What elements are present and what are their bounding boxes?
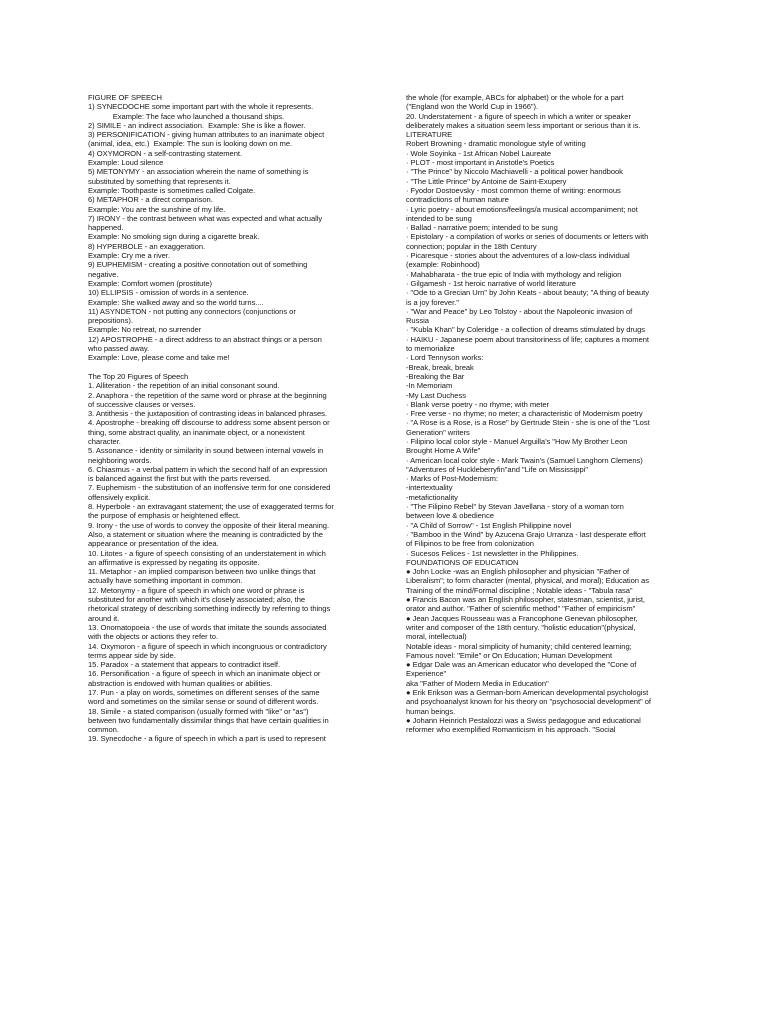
text-line: Example: Cry me a river.	[88, 251, 170, 261]
text-line: 6) METAPHOR - a direct comparison.	[88, 195, 213, 205]
text-line: 4) OXYMORON - a self-contrasting statement.	[88, 148, 242, 158]
text-line: 18. Simile - a stated comparison (usually formed with "like" or "as")	[88, 706, 309, 716]
text-line: around it.	[88, 613, 120, 623]
text-line: abstraction is endowed with human qualities or abilities.	[88, 678, 273, 688]
text-line: · Blank verse poetry - no rhyme; with meter	[406, 399, 550, 409]
text-line: · "A Rose is a Rose, is a Rose" by Gertrude Stein - she is one of the "Lost	[406, 418, 650, 428]
text-line: · Fyodor Dostoevsky - most common theme of writing: enormous	[406, 185, 621, 195]
text-line: 12) APOSTROPHE - a direct address to an abstract things or a person	[88, 334, 322, 344]
text-line: · "A Child of Sorrow" - 1st English Philippine novel	[406, 520, 572, 530]
text-line: 8. Hyperbole - an extravagant statement; the use of exaggerated terms for	[88, 502, 334, 512]
text-line: Example: Toothpaste is sometimes called Colgate.	[88, 185, 256, 195]
text-line: appearance or presentation of the idea.	[88, 539, 219, 549]
text-line: Russia	[406, 316, 429, 326]
text-line: · Sucesos Felices - 1st newsletter in the Philippines.	[406, 548, 579, 558]
text-line: Example: Loud silence	[88, 158, 164, 168]
text-line: · Lord Tennyson works:	[406, 353, 484, 363]
text-line: neighboring words.	[88, 455, 152, 465]
text-line: the purpose of emphasis or heightened effect.	[88, 511, 241, 521]
text-line: 10. Litotes - a figure of speech consisting of an understatement in which	[88, 548, 326, 558]
text-line: · Lyric poetry - about emotions/feelings/a musical accompaniment; not	[406, 204, 638, 214]
text-line: · Epistolary - a compilation of works or series of documents or letters with	[406, 232, 649, 242]
text-line: rhetorical strategy of describing something indirectly by referring to things	[88, 604, 331, 614]
text-line: 11. Metaphor - an implied comparison between two unlike things that	[88, 567, 316, 577]
text-line: Brought Home A Wife"	[406, 446, 481, 456]
text-line: prepositions).	[88, 316, 133, 326]
text-line: intended to be sung	[406, 213, 472, 223]
text-line: · "The Prince" by Niccolo Machiavelli - a political power handbook	[406, 167, 623, 177]
text-line: (animal, idea, etc.) Example: The sun is looking down on me.	[88, 139, 293, 149]
text-line: · Picaresque - stories about the adventures of a low-class individual	[406, 251, 630, 261]
text-line: Experience"	[406, 669, 447, 679]
text-line: connection; popular in the 18th Century	[406, 241, 537, 251]
text-line: between two fundamentally dissimilar things that have certain qualities in	[88, 715, 329, 725]
text-line: to memorialize	[406, 344, 455, 354]
text-line: orator and author. "Father of scientific method" "Father of empiricism"	[406, 604, 636, 614]
text-line: · Gilgamesh - 1st heroic narrative of world literature	[406, 278, 576, 288]
text-line: · "Bamboo in the Wind" by Azucena Grajo Urranza - last desperate effort	[406, 529, 646, 539]
text-line: Example: Comfort women (prostitute)	[88, 278, 213, 288]
text-line: The Top 20 Figures of Speech	[88, 371, 189, 381]
text-line: · Mahabharata - the true epic of India with mythology and religion	[406, 269, 622, 279]
text-line: substituted by something that represents it.	[88, 176, 231, 186]
text-line: 11) ASYNDETON - not putting any connectors (conjunctions or	[88, 306, 296, 316]
text-line: ● Johann Heinrich Pestalozzi was a Swiss pedagogue and educational	[406, 715, 641, 725]
text-line	[88, 363, 364, 372]
text-line: of successive clauses or verses.	[88, 399, 196, 409]
text-line: ● Jean Jacques Rousseau was a Francophone Genevan philosopher,	[406, 613, 638, 623]
text-line: (example: Robinhood)	[406, 260, 480, 270]
text-line: · Free verse - no rhyme; no meter; a characteristic of Modernism poetry	[406, 409, 643, 419]
text-line: ● Francis Bacon was an English philosopher, statesman, scientist, jurist,	[406, 595, 645, 605]
text-line: · "The Little Prince" by Antoine de Saint-Exupery	[406, 176, 567, 186]
text-line: who passed away.	[88, 344, 150, 354]
text-line: "Adventures of Huckleberryfin"and "Life on Mississippi"	[406, 464, 588, 474]
text-line: · PLOT - most important in Aristotle's Poetics	[406, 158, 555, 168]
text-line: deliberately makes a situation seem less important or serious than it is.	[406, 120, 641, 130]
text-line: is a joy forever."	[406, 297, 459, 307]
text-line: 7. Euphemism - the substitution of an inoffensive term for one considered	[88, 483, 331, 493]
left-column	[88, 93, 364, 744]
text-line: Generation" writers	[406, 427, 470, 437]
text-line: -My Last Duchess	[406, 390, 466, 400]
text-line: terms appear side by side.	[88, 650, 176, 660]
text-line: 7) IRONY - the contrast between what was expected and what actually	[88, 213, 323, 223]
text-line: ● John Locke -was an English philosopher and physician "Father of	[406, 567, 630, 577]
text-line: · Marks of Post-Modernism:	[406, 474, 498, 484]
text-line: · Filipino local color style - Manuel Arguilla's "How My Brother Leon	[406, 436, 628, 446]
text-line: 19. Synecdoche - a figure of speech in which a part is used to represent	[88, 734, 326, 744]
text-line: 3. Antithesis - the juxtaposition of contrasting ideas in balanced phrases.	[88, 409, 327, 419]
text-line: 1. Alliteration - the repetition of an initial consonant sound.	[88, 381, 280, 391]
text-line: character.	[88, 436, 121, 446]
text-line: between love & obedience	[406, 511, 494, 521]
text-line: reformer who exemplified Romanticism in his approach. "Social	[406, 725, 616, 735]
text-line: · "Kubla Khan" by Coleridge - a collection of dreams stimulated by drugs	[406, 325, 646, 335]
text-line: Example: No retreat, no surrender	[88, 325, 202, 335]
text-line: 16. Personification - a figure of speech in which an inanimate object or	[88, 669, 321, 679]
text-line: is balanced against the first but with the parts reversed.	[88, 474, 271, 484]
text-line: 9. Irony - the use of words to convey the opposite of their literal meaning.	[88, 520, 330, 530]
text-line: Example: Love, please come and take me!	[88, 353, 230, 363]
text-line: 15. Paradox - a statement that appears to contradict itself.	[88, 660, 281, 670]
text-line: FIGURE OF SPEECH	[88, 93, 162, 102]
text-line: Also, a statement or situation where the meaning is contradicted by the	[88, 529, 323, 539]
text-line: thing, some abstract quality, an inanimate object, or a nonexistent	[88, 427, 305, 437]
text-line: -intertextuality	[406, 483, 453, 493]
text-line: · Ballad - narrative poem; intended to be sung	[406, 223, 558, 233]
text-line: 9) EUPHEMISM - creating a positive connotation out of something	[88, 260, 308, 270]
text-line: substituted for another with which it's closely associated; also, the	[88, 595, 306, 605]
text-line: ("England won the World Cup in 1966").	[406, 102, 539, 112]
text-line: 5) METONYMY - an association wherein the name of something is	[88, 167, 309, 177]
text-line: Example: You are the sunshine of my life.	[88, 204, 226, 214]
text-line: and psychoanalyst known for his theory on "psychosocial development" of	[406, 697, 651, 707]
text-line: aka "Father of Modern Media in Education"	[406, 678, 549, 688]
text-line: common.	[88, 725, 119, 735]
text-line: · American local color style - Mark Twain's (Samuel Langhorn Clemens)	[406, 455, 643, 465]
text-line: Example: She walked away and so the world turns....	[88, 297, 264, 307]
text-line: ● Erik Erikson was a German-born American developmental psychologist	[406, 688, 649, 697]
text-line: 13. Onomatopoeia - the use of words that imitate the sounds associated	[88, 622, 327, 632]
text-line: word and sometimes on the similar sense or sound of different words.	[88, 697, 319, 707]
text-line: 8) HYPERBOLE - an exaggeration.	[88, 241, 206, 251]
text-line: the whole (for example, ABCs for alphabet) or the whole for a part	[406, 93, 624, 102]
text-line: 20. Understatement - a figure of speech in which a writer or speaker	[406, 111, 631, 121]
text-line: writer and composer of the 18th century. "holistic education"(physical,	[406, 622, 636, 632]
text-line: FOUNDATIONS OF EDUCATION	[406, 557, 519, 567]
text-line: 5. Assonance - identity or similarity in sound between internal vowels in	[88, 446, 324, 456]
text-line: human beings.	[406, 706, 456, 716]
text-line: moral, intellectual)	[406, 632, 467, 642]
text-line: Notable ideas - moral simplicity of humanity; child centered learning;	[406, 641, 632, 651]
text-line: of Filipinos to be free from colonization	[406, 539, 534, 549]
text-line: negative.	[88, 269, 119, 279]
text-line: -In Memoriam	[406, 381, 453, 391]
text-line: happened.	[88, 223, 124, 233]
text-line: Example: The face who launched a thousand ships.	[88, 111, 285, 121]
text-line: Training of the mind/Formal discipline ; Notable ideas - "Tabula rasa"	[406, 585, 633, 595]
text-line: · "Ode to a Grecian Urn" by John Keats - about beauty; "A thing of beauty	[406, 288, 649, 298]
text-line: offensively explicit.	[88, 492, 151, 502]
text-line: 2) SIMILE - an indirect association. Example: She is like a flower.	[88, 120, 306, 130]
text-line: Liberalism"; to form character (mental, physical, and moral); Education as	[406, 576, 649, 586]
text-line: ● Edgar Dale was an American educator who developed the "Cone of	[406, 660, 637, 670]
text-line: LITERATURE	[406, 130, 453, 140]
text-line: 3) PERSONIFICATION - giving human attributes to an inanimate object	[88, 130, 325, 140]
text-line: Example: No smoking sign during a cigarette break.	[88, 232, 260, 242]
text-line: 14. Oxymoron - a figure of speech in which incongruous or contradictory	[88, 641, 327, 651]
text-line: 17. Pun - a play on words, sometimes on different senses of the same	[88, 688, 320, 697]
text-line: -Break, break, break	[406, 362, 474, 372]
text-line: 4. Apostrophe - breaking off discourse to address some absent person or	[88, 418, 330, 428]
text-line: · "War and Peace" by Leo Tolstoy - about the Napoleonic invasion of	[406, 306, 633, 316]
text-line: an affirmative is expressed by negating its opposite.	[88, 557, 260, 567]
text-line: with the objects or actions they refer to.	[88, 632, 219, 642]
text-line: -metafictionality	[406, 492, 458, 502]
text-line: contradictions of human nature	[406, 195, 509, 205]
text-line: 2. Anaphora - the repetition of the same word or phrase at the beginning	[88, 390, 327, 400]
text-line: · "The Filipino Rebel" by Stevan Javellana - story of a woman torn	[406, 502, 624, 512]
text-line: -Breaking the Bar	[406, 371, 465, 381]
text-line: · Wole Soyinka - 1st African Nobel Laureate	[406, 148, 552, 158]
right-column	[406, 93, 688, 734]
text-line: 1) SYNECDOCHE some important part with the whole it represents.	[88, 102, 314, 112]
text-line: Robert Browning - dramatic monologue style of writing	[406, 139, 586, 149]
text-line: actually have something important in common.	[88, 576, 243, 586]
text-line: · HAIKU - Japanese poem about transitoriness of life; captures a moment	[406, 334, 649, 344]
text-line: 12. Metonymy - a figure of speech in which one word or phrase is	[88, 585, 305, 595]
text-line: 10) ELLIPSIS - omission of words in a sentence.	[88, 288, 249, 298]
text-line: Famous novel: "Emile" or On Education; Human Development	[406, 650, 613, 660]
text-line: 6. Chiasmus - a verbal pattern in which the second half of an expression	[88, 464, 328, 474]
